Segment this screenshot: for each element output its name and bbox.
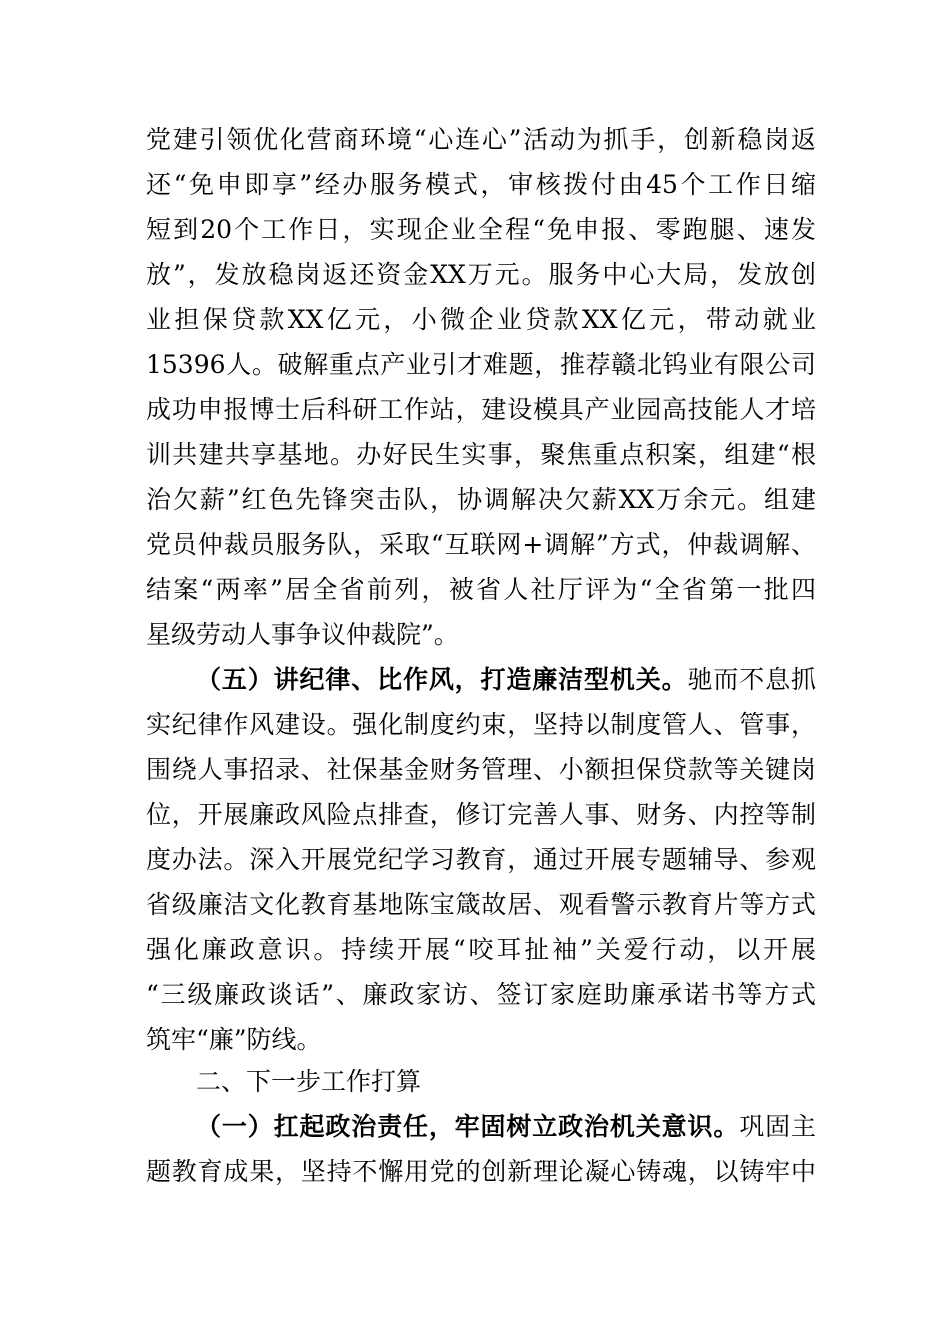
paragraph-line: 放”，发放稳岗返还资金XX万元。服务中心大局，发放创 — [146, 260, 816, 289]
paragraph-line: 短到20个工作日，实现企业全程“免申报、零跑腿、速发 — [146, 215, 816, 244]
paragraph-line: 还“免申即享”经办服务模式，审核拨付由45个工作日缩 — [146, 170, 816, 199]
paragraph-line: 训共建共享基地。办好民生实事，聚焦重点积案，组建“根 — [146, 440, 816, 469]
section-five-title: （五）讲纪律、比作风，打造廉洁型机关。 — [196, 665, 688, 694]
paragraph-line: 党建引领优化营商环境“心连心”活动为抓手，创新稳岗返 — [146, 125, 816, 154]
paragraph-line: 成功申报博士后科研工作站，建设模具产业园高技能人才培 — [146, 395, 816, 424]
paragraph-line: 实纪律作风建设。强化制度约束，坚持以制度管人、管事， — [146, 710, 816, 739]
paragraph-line: 位，开展廉政风险点排查，修订完善人事、财务、内控等制 — [146, 800, 816, 829]
paragraph-line: 强化廉政意识。持续开展“咬耳扯袖”关爱行动，以开展 — [146, 935, 816, 964]
section-one-text: 巩固主 — [739, 1112, 816, 1141]
paragraph-line: 治欠薪”红色先锋突击队，协调解决欠薪XX万余元。组建 — [146, 485, 816, 514]
section-heading: 二、下一步工作打算 — [196, 1067, 422, 1096]
paragraph-line: 省级廉洁文化教育基地陈宝箴故居、观看警示教育片等方式 — [146, 890, 816, 919]
paragraph-line: 15396人。破解重点产业引才难题，推荐赣北钨业有限公司 — [146, 350, 816, 379]
paragraph-line: “三级廉政谈话”、廉政家访、签订家庭助廉承诺书等方式 — [146, 980, 816, 1009]
paragraph-line: 结案“两率”居全省前列，被省人社厅评为“全省第一批四 — [146, 575, 816, 604]
section-one-first-line — [196, 1111, 816, 1143]
paragraph-line: 星级劳动人事争议仲裁院”。 — [146, 620, 459, 649]
paragraph-line: 筑牢“廉”防线。 — [146, 1025, 322, 1054]
section-five-text: 驰而不息抓 — [687, 665, 816, 694]
paragraph-line: 围绕人事招录、社保基金财务管理、小额担保贷款等关键岗 — [146, 755, 816, 784]
paragraph-line: 党员仲裁员服务队，采取“互联网+调解”方式，仲裁调解、 — [146, 530, 816, 559]
paragraph-line: 业担保贷款XX亿元，小微企业贷款XX亿元，带动就业 — [146, 305, 816, 334]
section-one-title: （一）扛起政治责任，牢固树立政治机关意识。 — [196, 1112, 740, 1141]
paragraph-line: 题教育成果，坚持不懈用党的创新理论凝心铸魂，以铸牢中 — [146, 1157, 816, 1186]
section-five-first-line — [196, 664, 816, 696]
paragraph-line: 度办法。深入开展党纪学习教育，通过开展专题辅导、参观 — [146, 845, 816, 874]
